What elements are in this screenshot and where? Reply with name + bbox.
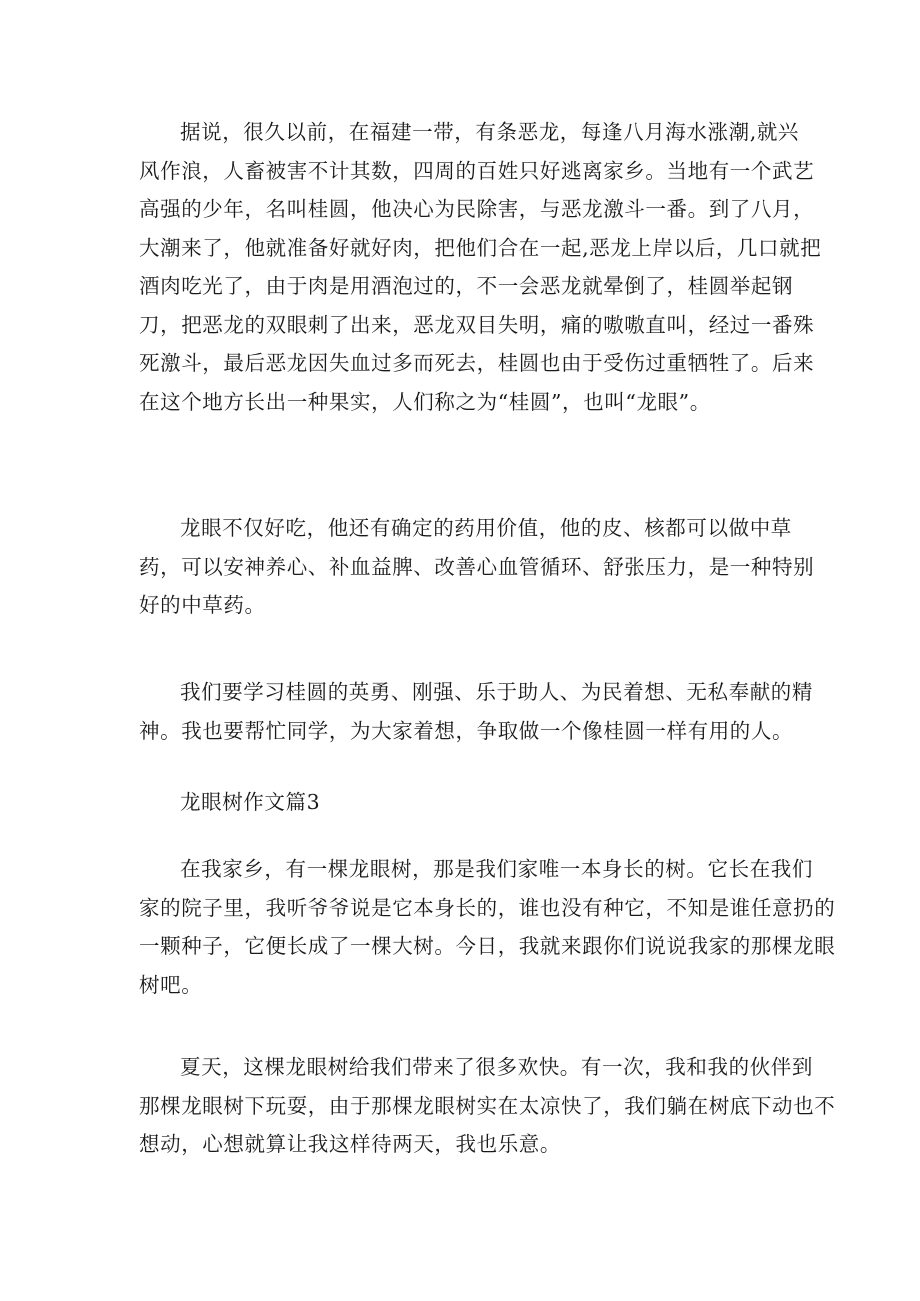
paragraph-line: 家的院子里，我听爷爷说是它本身长的，谁也没有种它，不知是谁任意扔的 [139, 895, 836, 920]
paragraph-line: 龙眼不仅好吃，他还有确定的药用价值，他的皮、核都可以做中草 [180, 516, 792, 540]
paragraph-line: 想动，心想就算让我这样待两天，我也乐意。 [139, 1132, 561, 1156]
paragraph-line: 夏天，这棵龙眼树给我们带来了很多欢快。有一次，我和我的伙伴到 [180, 1055, 813, 1079]
section-heading [139, 783, 789, 822]
paragraph-line: 酒肉吃光了，由于肉是用酒泡过的，不一会恶龙就晕倒了，桂圆举起钢 [139, 274, 794, 298]
paragraph-summer [139, 1048, 836, 1164]
paragraph-line: 那棵龙眼树下玩耍，由于那棵龙眼树实在太凉快了，我们躺在树底下动也不 [139, 1093, 836, 1118]
paragraph-hometown-tree [139, 850, 836, 1004]
paragraph-line: 药，可以安神养心、补血益脾、改善心血管循环、舒张压力，是一种特别 [139, 554, 815, 579]
paragraph-line: 在这个地方长出一种果实，人们称之为“桂圆”，也叫“龙眼”。 [139, 389, 711, 414]
paragraph-line: 风作浪，人畜被害不计其数，四周的百姓只好逃离家乡。当地有一个武艺 [139, 158, 815, 183]
paragraph-legend [139, 113, 822, 421]
paragraph-lesson [139, 673, 813, 750]
paragraph-line: 我们要学习桂圆的英勇、刚强、乐于助人、为民着想、无私奉献的精 [180, 680, 813, 704]
paragraph-line: 据说，很久以前，在福建一带，有条恶龙，每逢八月海水涨潮,就兴 [180, 120, 800, 144]
paragraph-line: 树吧。 [139, 972, 203, 997]
paragraph-line: 高强的少年，名叫桂圆，他决心为民除害，与恶龙激斗一番。到了八月， [139, 197, 815, 221]
heading-text: 龙眼树作文篇3 [180, 790, 321, 814]
paragraph-line: 好的中草药。 [139, 593, 266, 617]
paragraph-line: 在我家乡，有一棵龙眼树，那是我们家唯一本身长的树。它长在我们 [180, 857, 813, 881]
paragraph-line: 刀，把恶龙的双眼刺了出来，恶龙双目失明，痛的嗷嗷直叫，经过一番殊 [139, 312, 815, 337]
paragraph-line: 一颗种子，它便长成了一棵大树。今日，我就来跟你们说说我家的那棵龙眼 [139, 934, 836, 958]
paragraph-line: 死激斗，最后恶龙因失血过多而死去，桂圆也由于受伤过重牺牲了。后来 [139, 351, 815, 375]
paragraph-medicinal-value [139, 509, 815, 625]
paragraph-line: 神。我也要帮忙同学，为大家着想，争取做一个像桂圆一样有用的人。 [139, 718, 794, 743]
paragraph-line: 大潮来了，他就准备好就好肉，把他们合在一起,恶龙上岸以后，几口就把 [139, 235, 822, 260]
